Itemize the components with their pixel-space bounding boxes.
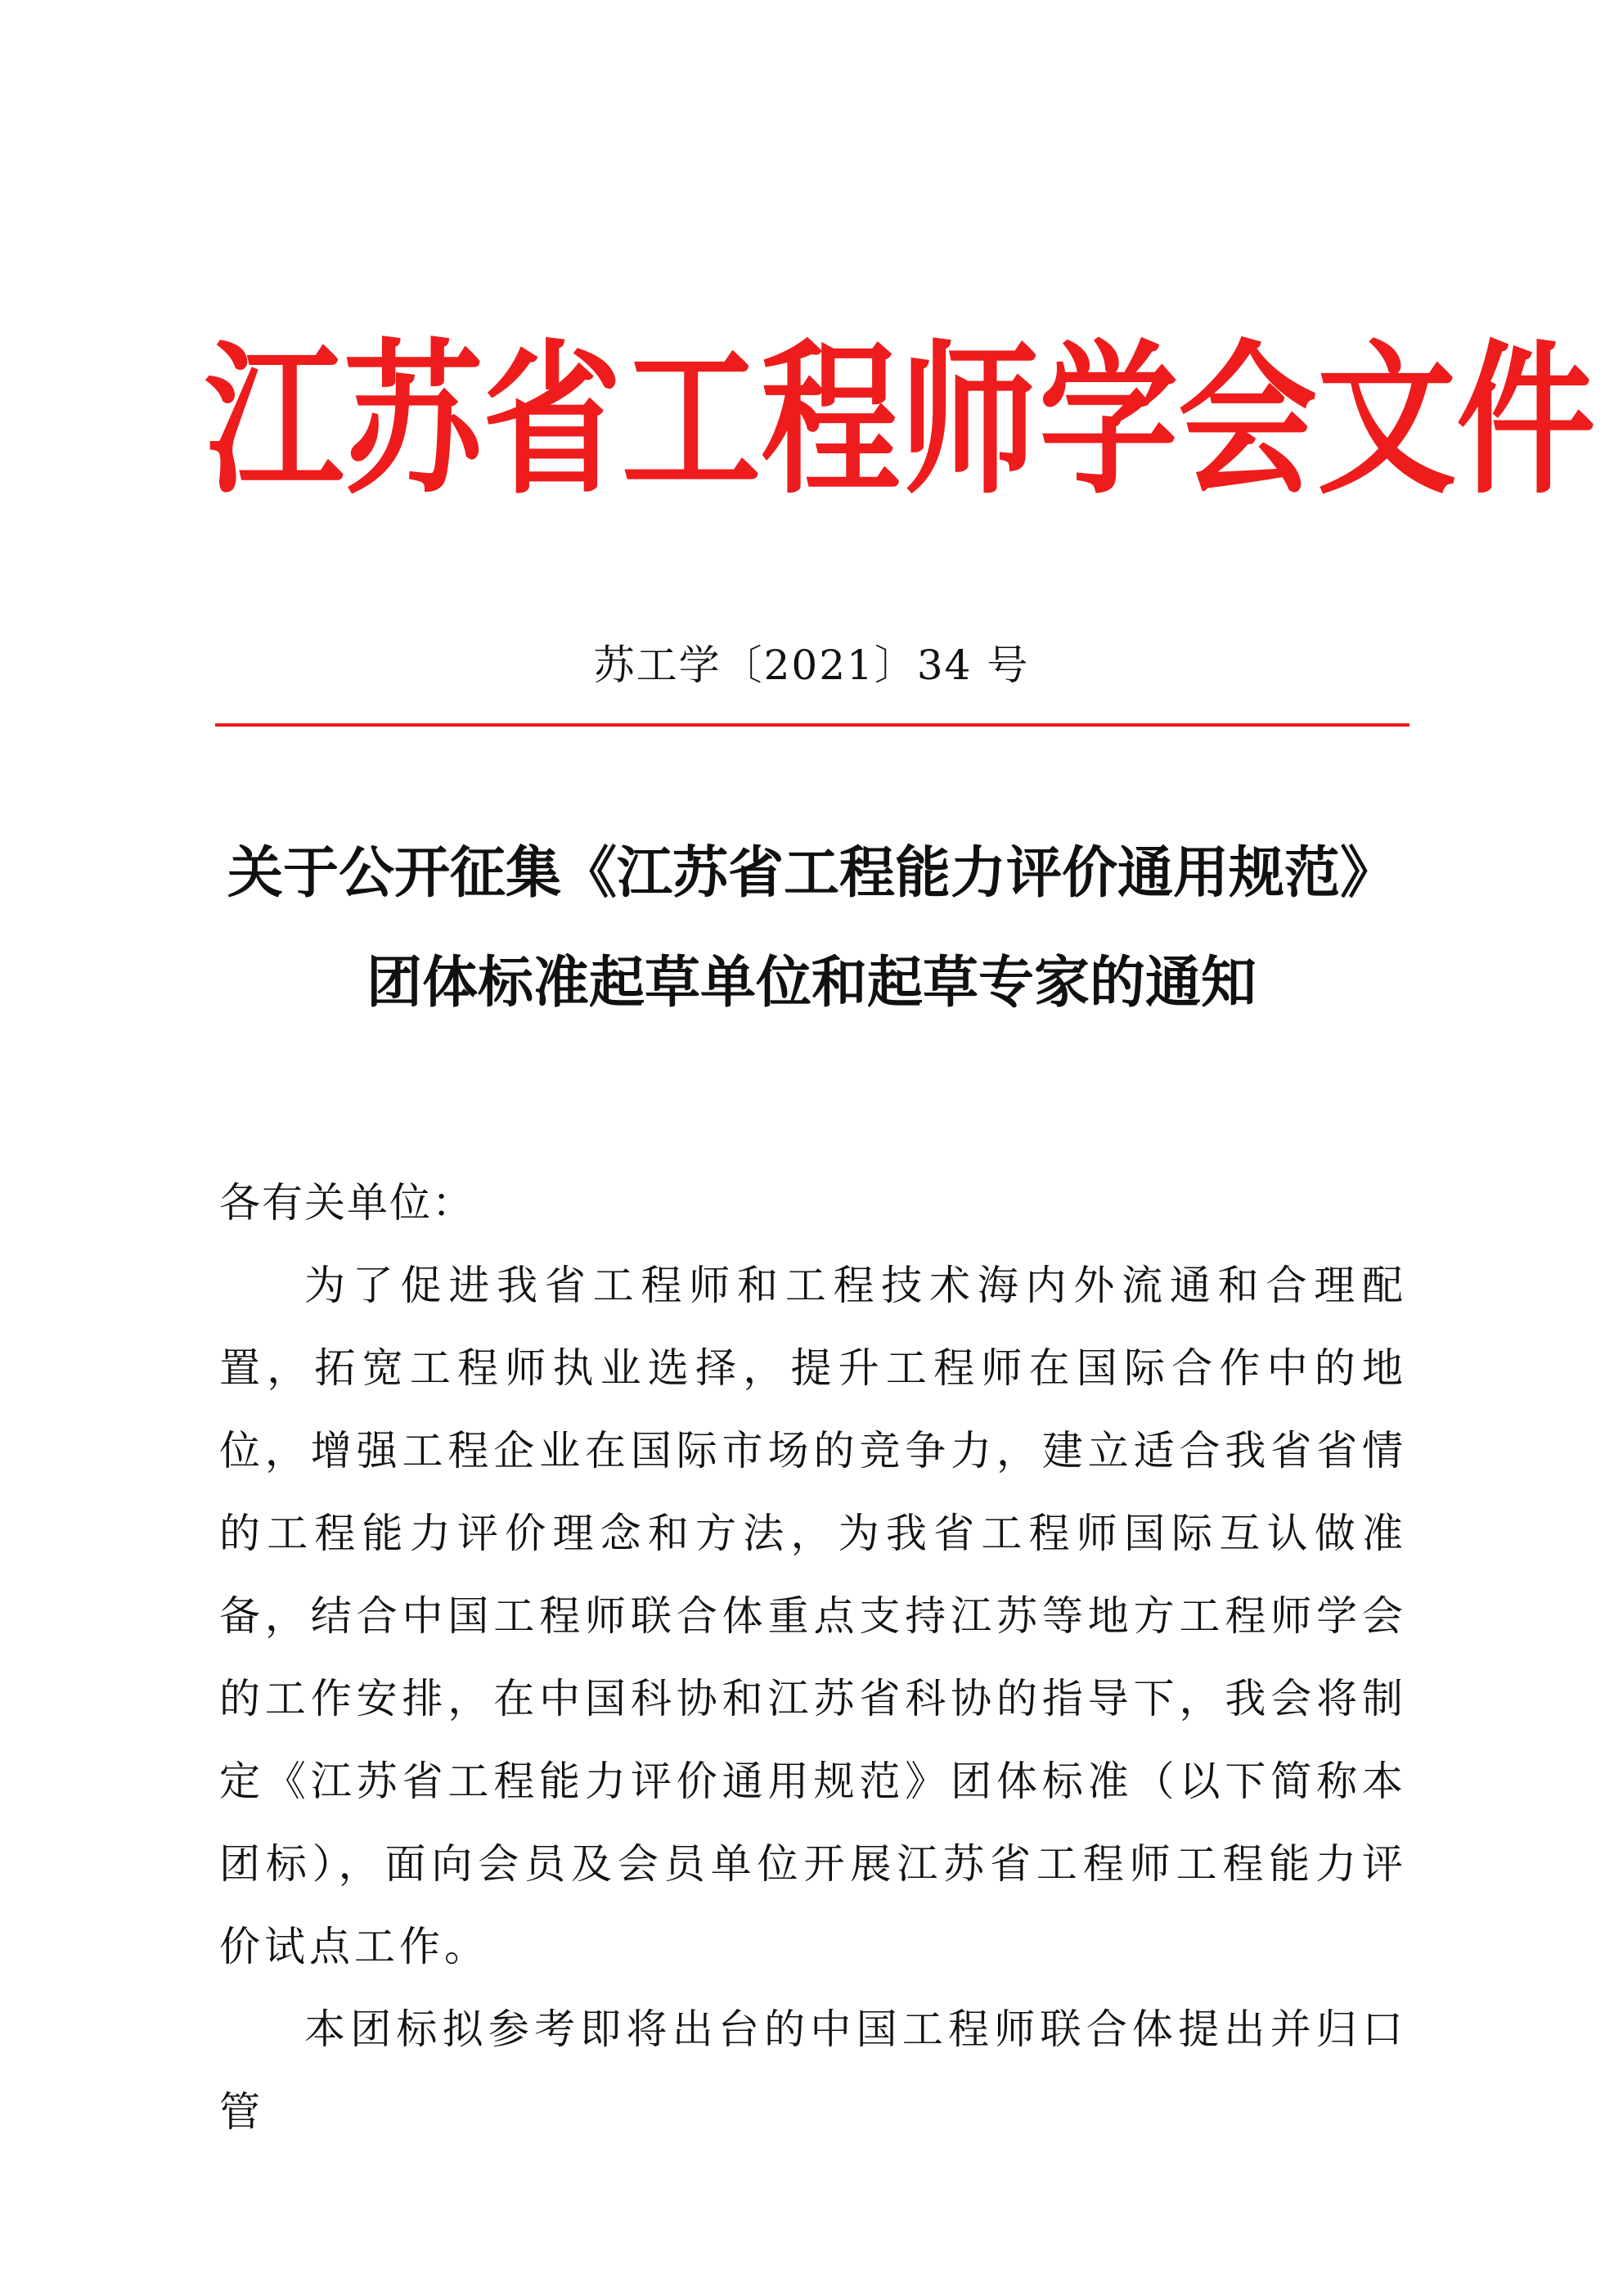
document-number: 苏工学〔2021〕34 号 <box>593 642 1030 689</box>
salutation: 各有关单位： <box>219 1179 474 1227</box>
masthead-character: 件 <box>1456 326 1596 517</box>
masthead-character: 师 <box>900 326 1040 517</box>
masthead-character: 江 <box>205 326 344 517</box>
masthead-title <box>205 323 1596 520</box>
notice-title-line-1: 关于公开征集《江苏省工程能力评价通用规范》 <box>227 840 1396 906</box>
notice-body <box>219 1162 1407 2154</box>
notice-title <box>180 818 1443 1038</box>
masthead-character: 文 <box>1317 326 1457 517</box>
masthead-character: 省 <box>483 326 623 517</box>
body-paragraph-2: 本团标拟参考即将出台的中国工程师联合体提出并归口管 <box>219 2006 1407 2136</box>
masthead-character: 程 <box>761 326 901 517</box>
masthead-character: 苏 <box>344 326 483 517</box>
masthead-character: 学 <box>1039 326 1179 517</box>
notice-title-line-2: 团体标准起草单位和起草专家的通知 <box>366 950 1257 1015</box>
red-divider-line <box>215 723 1409 727</box>
masthead-character: 会 <box>1178 326 1318 517</box>
masthead-character: 工 <box>622 326 762 517</box>
body-paragraph-1: 为了促进我省工程师和工程技术海内外流通和合理配置，拓宽工程师执业选择，提升工程师在国际合作中的地位，增强工程企业在国际市场的竞争力，建立适合我省省情的工程能力评价理念和方法，为我省工程师国际互认做准备，结合中国工程师联合体重点支持江苏等地方工程师学会的工作安排，在中国科协和江苏省科协的指导下，我会将制定《江苏省工程能力评价通用规范》团体标准（以下简称本团标），面向会员及会员单位开展江苏省工程师工程能力评价试点工作。 <box>219 1262 1407 1970</box>
